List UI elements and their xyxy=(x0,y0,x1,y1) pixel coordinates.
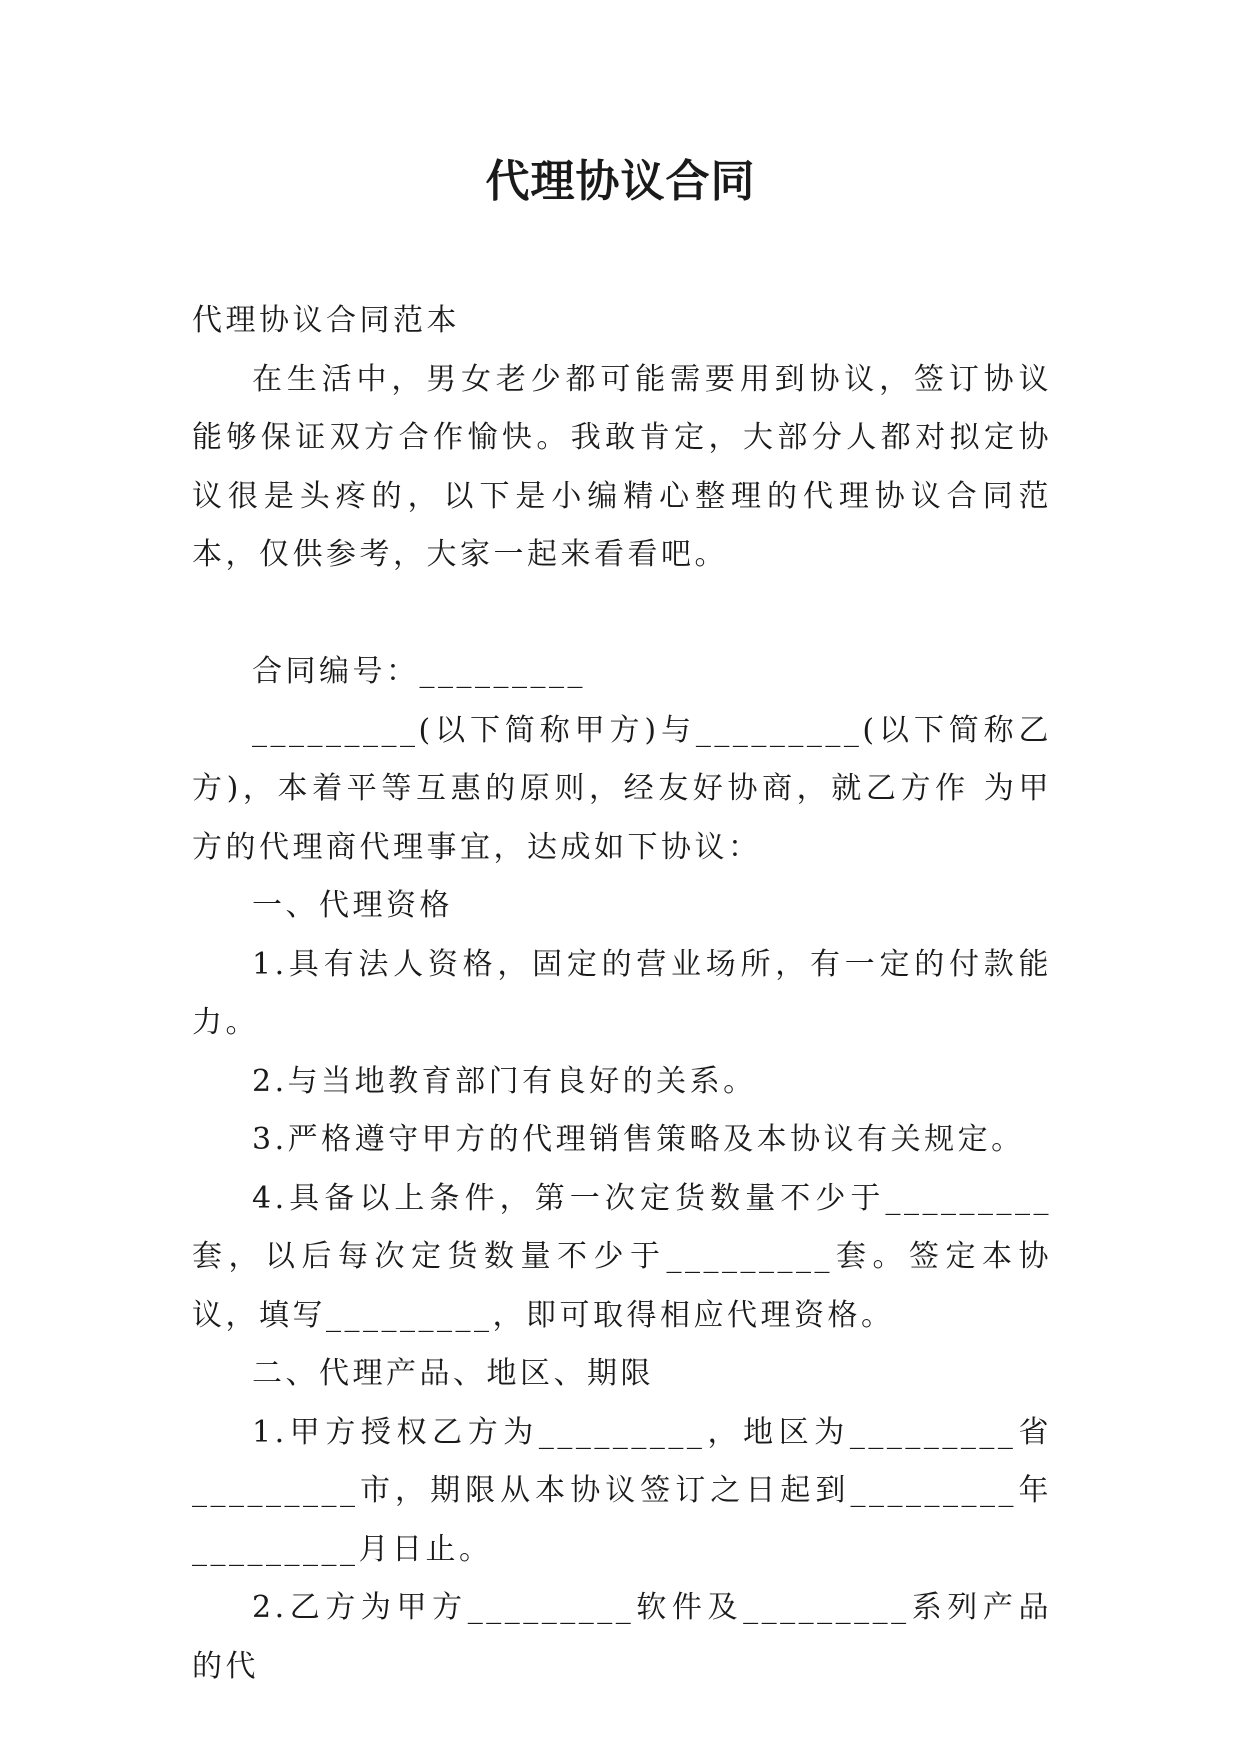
qualification-item-3: 3.严格遵守甲方的代理销售策略及本协议有关规定。 xyxy=(252,1122,1025,1157)
products-item-2: 2.乙方为甲方_________软件及_________系列产品的代 xyxy=(192,1590,1052,1684)
contract-number-line: 合同编号：_________ xyxy=(252,654,586,689)
qualification-item-4: 4.具备以上条件，第一次定货数量不少于_________套，以后每次定货数量不少于_________套。签定本协议，填写_________，即可取得相应代理资格。 xyxy=(192,1180,1052,1333)
qualification-item-2: 2.与当地教育部门有良好的关系。 xyxy=(252,1063,757,1099)
section-heading-products: 二、代理产品、地区、期限 xyxy=(252,1356,654,1391)
qualification-item-1: 1.具有法人资格，固定的营业场所，有一定的付款能力。 xyxy=(192,946,1052,1040)
intro-paragraph: 在生活中，男女老少都可能需要用到协议，签订协议能够保证双方合作愉快。我敢肯定，大部分人都对拟定协议很是头疼的，以下是小编精心整理的代理协议合同范本，仅供参考，大家一起来看看吧。 xyxy=(192,361,1052,572)
parties-paragraph: _________(以下简称甲方)与_________(以下简称乙方)，本着平等互惠的原则，经友好协商，就乙方作 为甲方的代理商代理事宜，达成如下协议： xyxy=(192,712,1052,865)
document-body xyxy=(192,292,1052,1696)
section-heading-qualification: 一、代理资格 xyxy=(252,888,453,923)
document-subtitle: 代理协议合同范本 xyxy=(192,303,460,338)
products-item-1: 1.甲方授权乙方为_________，地区为_________省_________市，期限从本协议签订之日起到_________年_________月日止。 xyxy=(192,1414,1052,1567)
paragraph-gap xyxy=(192,585,1052,644)
document-title: 代理协议合同 xyxy=(485,156,756,207)
